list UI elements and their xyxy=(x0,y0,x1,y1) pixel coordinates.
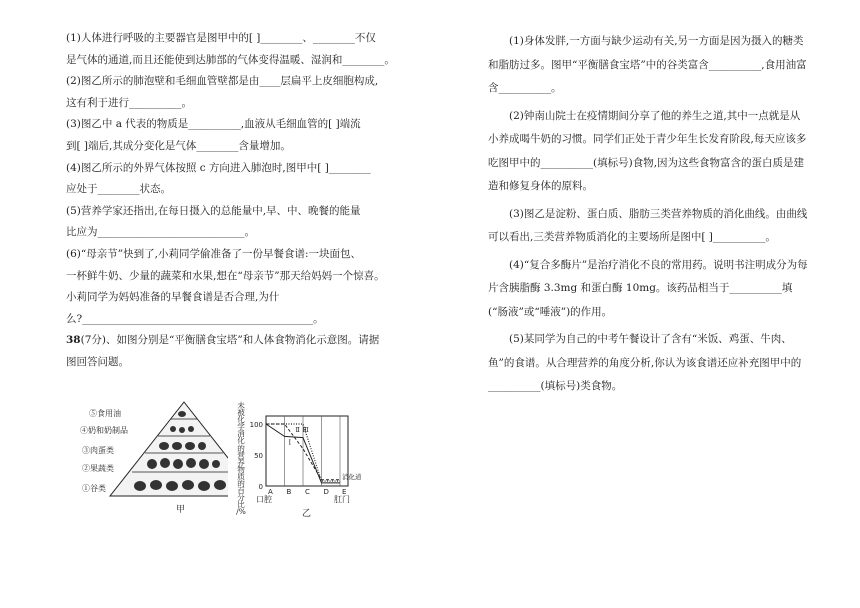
series-label: Ⅲ xyxy=(302,426,309,434)
paragraph: (5)某同学为自己的中考午餐设计了含有“米饭、鸡蛋、牛肉、鱼”的食谱。从合理营养的角度分析,你认为该食谱还应补充图甲中的__________(填标号)类食物。 xyxy=(488,333,802,392)
paragraph: (3)图乙是淀粉、蛋白质、脂肪三类营养物质的消化曲线。由曲线可以看出,三类营养物质消化的主要场所是图中[ ]__________。 xyxy=(488,207,808,243)
axis-caption: 消化道 xyxy=(342,473,362,481)
text-line: 应处于________状态。 xyxy=(66,183,171,196)
food-pyramid-figure xyxy=(78,398,228,516)
question-text: (7分)、如图分别是“平衡膳食宝塔”和人体食物消化示意图。请据 xyxy=(80,334,380,347)
text-line: (5)营养学家还指出,在每日摄入的总能量中,早、中、晚餐的能量 xyxy=(66,204,361,217)
text-line: 么?____________________________________________。 xyxy=(66,312,324,325)
x-tick-label: A xyxy=(268,488,273,496)
text-line: 到[ ]端后,其成分变化是气体________含量增加。 xyxy=(66,139,291,152)
y-axis-label: 未 被 化 学 消 化 的 营 养 物 质 的 百 分 比 /% xyxy=(236,401,246,517)
text-line: (2)图乙所示的肺泡壁和毛细血管壁都是由____层扁平上皮细胞构成, xyxy=(66,75,379,88)
text-line: 一杯鲜牛奶、少量的蔬菜和水果,想在“母亲节”那天给妈妈一个惊喜。 xyxy=(66,269,385,282)
text-line: (4)图乙所示的外界气体按照 c 方向进入肺泡时,图甲中[ ]________ xyxy=(66,161,371,174)
y-tick-label: 50 xyxy=(254,452,263,460)
figure-caption: 乙 xyxy=(302,509,312,519)
pyramid-level-label: ⑤食用油 xyxy=(89,409,121,418)
series-label: Ⅰ xyxy=(288,438,292,447)
y-tick-label: 100 xyxy=(249,421,263,429)
digestion-chart-figure xyxy=(228,402,368,518)
text-line: 图回答问题。 xyxy=(66,355,129,368)
right-column xyxy=(488,30,808,399)
x-axis-label-start: 口腔 xyxy=(256,495,272,504)
pyramid-level-label: ④奶和奶制品 xyxy=(80,426,128,435)
left-column xyxy=(66,28,408,374)
x-tick-label: E xyxy=(342,488,347,496)
text-line: (3)图乙中 a 代表的物质是__________,血液从毛细血管的[ ]端流 xyxy=(66,118,361,131)
text-line: 比应为____________________________。 xyxy=(66,226,255,239)
x-tick-label: B xyxy=(286,488,292,496)
x-axis-label-end: 肛门 xyxy=(334,495,350,504)
question-38-heading xyxy=(66,330,408,352)
x-tick-label: C xyxy=(305,488,310,496)
text-line: 这有利于进行__________。 xyxy=(66,96,192,109)
series-label: Ⅱ xyxy=(295,426,300,434)
paragraph: (4)“复合多酶片”是治疗消化不良的常用药。说明书注明成分为每片含胰脂酶 3.3mg 和蛋白酶 10mg。该药品相当于__________填(“肠液”或“唾液”)的作用。 xyxy=(488,258,808,318)
text-line: 是气体的通道,而且还能使到达肺部的气体变得温暖、湿润和________。 xyxy=(66,53,395,66)
pyramid-level-label: ③肉蛋类 xyxy=(82,446,114,455)
text-line: 小莉同学为妈妈准备的早餐食谱是否合理,为什 xyxy=(66,291,280,304)
pyramid-level-label: ②果蔬类 xyxy=(82,464,114,473)
paragraph: (1)身体发胖,一方面与缺少运动有关,另一方面是因为摄入的糖类和脂肪过多。图甲“平衡膳食宝塔”中的谷类富含__________,食用油富含__________。 xyxy=(488,35,807,94)
paragraph: (2)钟南山院士在疫情期间分享了他的养生之道,其中一点就是从小养成喝牛奶的习惯。同学们正处于青少年生长发育阶段,每天应该多吃图甲中的__________(填标号)食物,因为这些食物富含的蛋白质是建造和修复身体的原料。 xyxy=(488,109,807,192)
x-tick-label: D xyxy=(323,488,329,496)
pyramid-level-label: ①谷类 xyxy=(82,484,106,493)
y-tick-label: 0 xyxy=(258,483,263,491)
text-line: (1)人体进行呼吸的主要器官是图甲中的[ ]________、________不仅 xyxy=(66,32,376,44)
figure-caption: 甲 xyxy=(176,505,186,515)
question-number: 38 xyxy=(66,334,81,347)
text-line: (6)“母亲节”快到了,小莉同学偷准备了一份早餐食谱:一块面包、 xyxy=(66,247,361,260)
